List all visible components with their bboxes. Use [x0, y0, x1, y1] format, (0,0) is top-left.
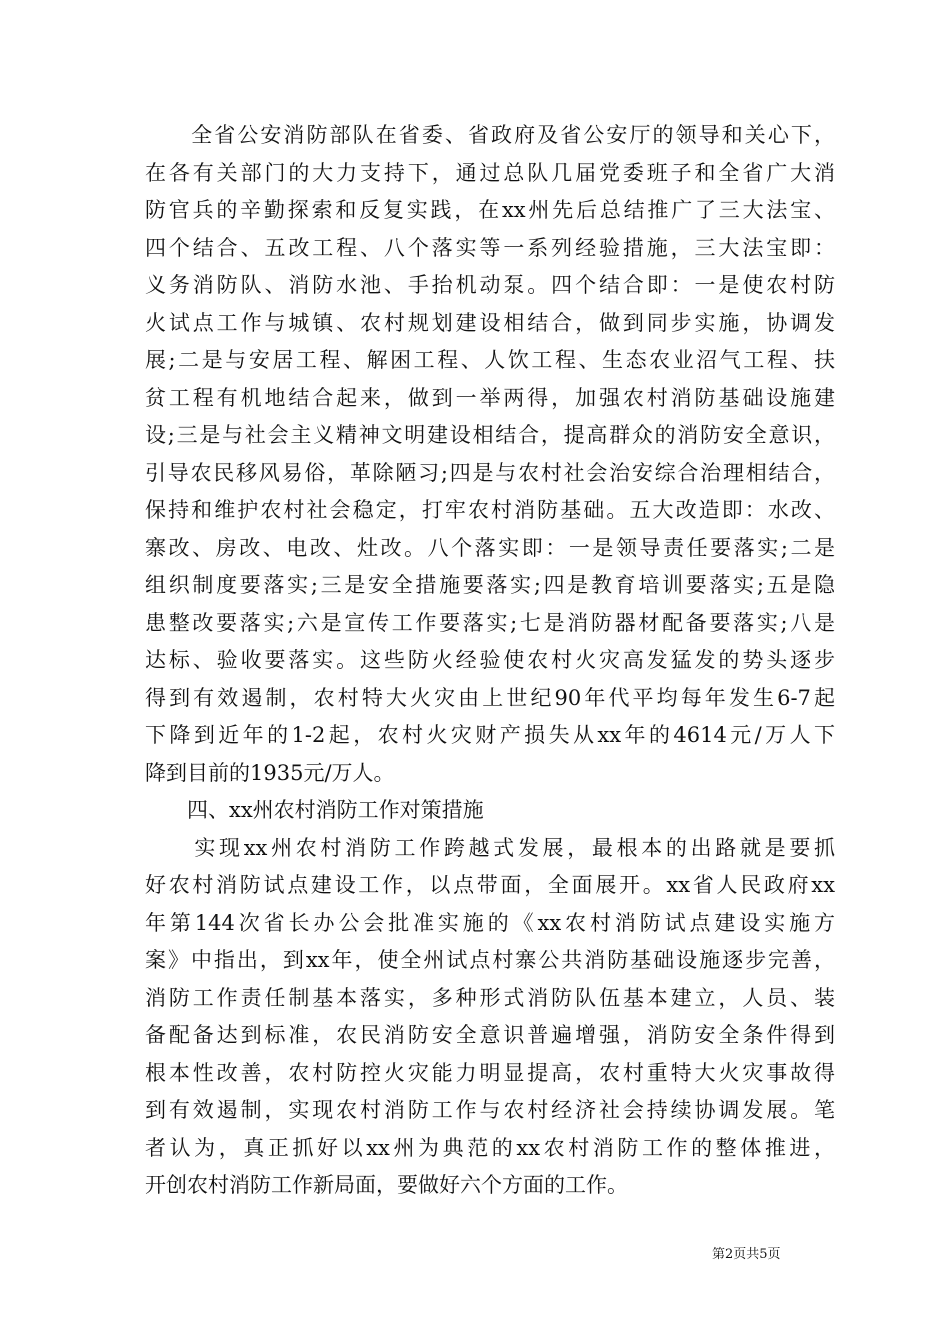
- text-line: 寨改、房改、电改、灶改。八个落实即：一是领导责任要落实;二是: [145, 535, 835, 560]
- text-line: 备配备达到标准，农民消防安全意识普遍增强，消防安全条件得到: [145, 1023, 835, 1047]
- page-number-footer: 第2页共5页: [712, 1247, 781, 1262]
- section-heading: [145, 792, 835, 830]
- text-line: 组织制度要落实;三是安全措施要落实;四是教育培训要落实;五是隐: [145, 573, 835, 597]
- text-line: 保持和维护农村社会稳定，打牢农村消防基础。五大改造即：水改、: [145, 498, 835, 522]
- paragraph-2: [145, 830, 835, 1205]
- text-line: 设;三是与社会主义精神文明建设相结合，提高群众的消防安全意识，: [145, 423, 835, 447]
- text-line: 达标、验收要落实。这些防火经验使农村火灾高发猛发的势头逐步: [145, 648, 835, 672]
- text-line: 贫工程有机地结合起来，做到一举两得，加强农村消防基础设施建: [145, 385, 835, 410]
- text-line: 火试点工作与城镇、农村规划建设相结合，做到同步实施，协调发: [145, 310, 835, 335]
- text-line: 好农村消防试点建设工作，以点带面，全面展开。xx省人民政府xx: [145, 873, 835, 897]
- text-line: 根本性改善，农村防控火灾能力明显提高，农村重特大火灾事故得: [145, 1060, 835, 1085]
- text-line: 者认为，真正抓好以xx州为典范的xx农村消防工作的整体推进，: [145, 1135, 835, 1160]
- text-line: 降到目前的1935元/万人。: [145, 760, 395, 785]
- paragraph-1: [145, 117, 835, 792]
- text-line: 患整改要落实;六是宣传工作要落实;七是消防器材配备要落实;八是: [145, 610, 835, 635]
- body-text: [145, 117, 835, 1205]
- text-line: 开创农村消防工作新局面，要做好六个方面的工作。: [145, 1173, 628, 1197]
- text-line: 实现xx州农村消防工作跨越式发展，最根本的出路就是要抓: [145, 835, 835, 860]
- text-line: 得到有效遏制，农村特大火灾由上世纪90年代平均每年发生6-7起: [145, 685, 835, 710]
- text-line: 下降到近年的1-2起，农村火灾财产损失从xx年的4614元/万人下: [145, 723, 835, 747]
- text-line: 在各有关部门的大力支持下，通过总队几届党委班子和全省广大消: [145, 160, 835, 185]
- text-line: 全省公安消防部队在省委、省政府及省公安厅的领导和关心下，: [145, 123, 835, 147]
- text-line: 展;二是与安居工程、解困工程、人饮工程、生态农业沼气工程、扶: [145, 348, 835, 372]
- text-line: 防官兵的辛勤探索和反复实践，在xx州先后总结推广了三大法宝、: [145, 198, 835, 222]
- text-line: 到有效遏制，实现农村消防工作与农村经济社会持续协调发展。笔: [145, 1098, 835, 1122]
- text-line: 引导农民移风易俗，革除陋习;四是与农村社会治安综合治理相结合，: [145, 460, 835, 485]
- text-line: 义务消防队、消防水池、手抬机动泵。四个结合即：一是使农村防: [145, 273, 835, 297]
- heading-text: 四、xx州农村消防工作对策措施: [145, 798, 484, 822]
- text-line: 四个结合、五改工程、八个落实等一系列经验措施，三大法宝即：: [145, 235, 835, 260]
- text-line: 年第144次省长办公会批准实施的《xx农村消防试点建设实施方: [145, 910, 835, 935]
- text-line: 消防工作责任制基本落实，多种形式消防队伍基本建立，人员、装: [145, 985, 835, 1010]
- text-line: 案》中指出，到xx年，使全州试点村寨公共消防基础设施逐步完善，: [145, 948, 835, 972]
